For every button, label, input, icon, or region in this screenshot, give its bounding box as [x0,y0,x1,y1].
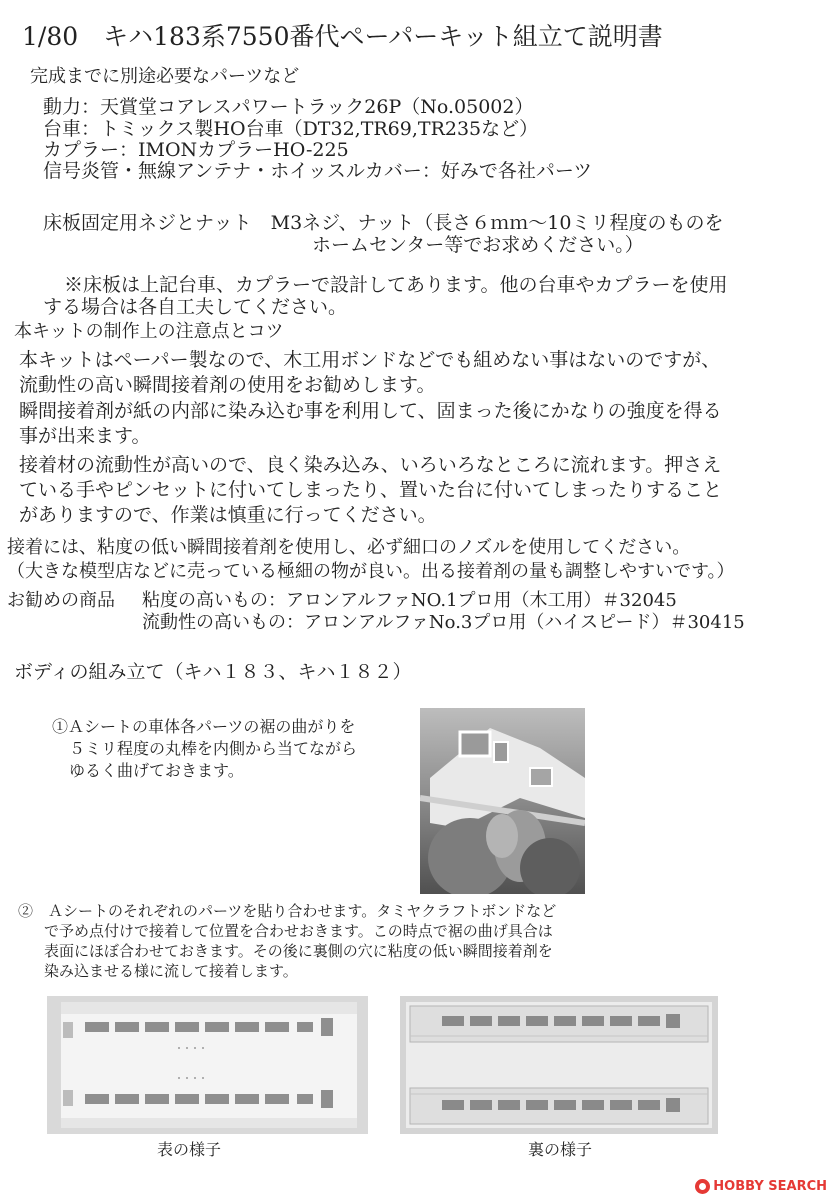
tips-p3-line2: ている手やピンセットに付いてしまったり、置いた台に付いてしまったりすること [19,479,723,501]
parts-screw-line2: ホームセンター等でお求めください。） [312,234,644,256]
body-heading: ボディの組み立て（キハ１８３、キハ１８２） [14,661,412,683]
back-side-caption: 裏の様子 [528,1140,593,1159]
parts-note-line1: ※床板は上記台車、カプラーで設計してあります。他の台車やカプラーを使用 [64,274,728,296]
parts-screw-line1: 床板固定用ネジとナット M3ネジ、ナット（長さ６ｍｍ～10ミリ程度のものを [43,212,724,234]
tips-p1-line1: 本キットはペーパー製なので、木工用ボンドなどでも組めない事はないのですが、 [19,349,721,371]
tips-p3-line1: 接着材の流動性が高いので、良く染み込み、いろいろなところに流れます。押さえ [19,454,722,476]
step2-line1: ② Ａシートのそれぞれのパーツを貼り合わせます。タミヤクラフトボンドなど [18,902,557,920]
step1-line3: ゆるく曲げておきます。 [69,761,244,780]
watermark-logo [695,1179,827,1194]
step2-line2: で予め点付けで接着して位置を合わせおきます。この時点で裾の曲げ具合は [44,922,553,940]
step1-line1: ①Ａシートの車体各パーツの裾の曲がりを [52,717,356,736]
back-lower-windows [442,1098,680,1112]
glue-rec-item1: 粘度の高いもの：アロンアルファNO.1プロ用（木工用）＃32045 [142,590,677,611]
hobbysearch-logo-icon [695,1179,710,1194]
glue-rec-label: お勧めの商品 [7,590,115,611]
tips-p2-line1: 瞬間接着剤が紙の内部に染み込む事を利用して、固まった後にかなりの強度を得る [19,400,722,422]
tips-p1-line2: 流動性の高い瞬間接着剤の使用をお勧めします。 [19,374,436,396]
parts-bogie: 台車：トミックス製HO台車（DT32,TR69,TR235など） [43,118,539,140]
tips-p3-line3: がありますので、作業は慎重に行ってください。 [19,504,437,526]
step2-line3: 表面にほぼ合わせておきます。その後に裏側の穴に粘度の低い瞬間接着剤を [44,942,553,960]
glue-line2: （大きな模型店などに売っている極細の物が良い。出る接着剤の量も調整しやすいです。） [7,561,735,582]
parts-note-line2: する場合は各自工夫してください。 [43,296,348,318]
front-side-photo-art [47,996,368,1134]
glue-rec-item2: 流動性の高いもの：アロンアルファNo.3プロ用（ハイスピード）＃30415 [142,612,745,633]
parts-power: 動力：天賞堂コアレスパワートラック26P（No.05002） [43,96,534,118]
step1-line2: ５ミリ程度の丸棒を内側から当てながら [69,739,358,758]
front-side-caption: 表の様子 [157,1140,222,1159]
tips-heading: 本キットの制作上の注意点とコツ [14,321,284,342]
tips-p2-line2: 事が出来ます。 [19,425,151,447]
back-side-photo [400,996,718,1134]
back-upper-windows [442,1014,680,1028]
bending-photo-art [420,708,585,894]
watermark-text: HOBBY SEARCH [713,1179,827,1194]
parts-heading: 完成までに別途必要なパーツなど [30,66,300,87]
front-side-photo [47,996,368,1134]
glue-line1: 接着には、粘度の低い瞬間接着剤を使用し、必ず細口のノズルを使用してください。 [7,537,691,558]
parts-coupler: カプラー：IMONカプラーHO-225 [43,139,349,161]
step2-line4: 染み込ませる様に流して接着します。 [44,962,298,980]
parts-signal: 信号炎管・無線アンテナ・ホイッスルカバー：好みで各社パーツ [43,160,593,182]
back-side-photo-art [400,996,718,1134]
page-title: 1/80 キハ183系7550番代ペーパーキット組立て説明書 [22,22,663,51]
bending-photo [420,708,585,894]
